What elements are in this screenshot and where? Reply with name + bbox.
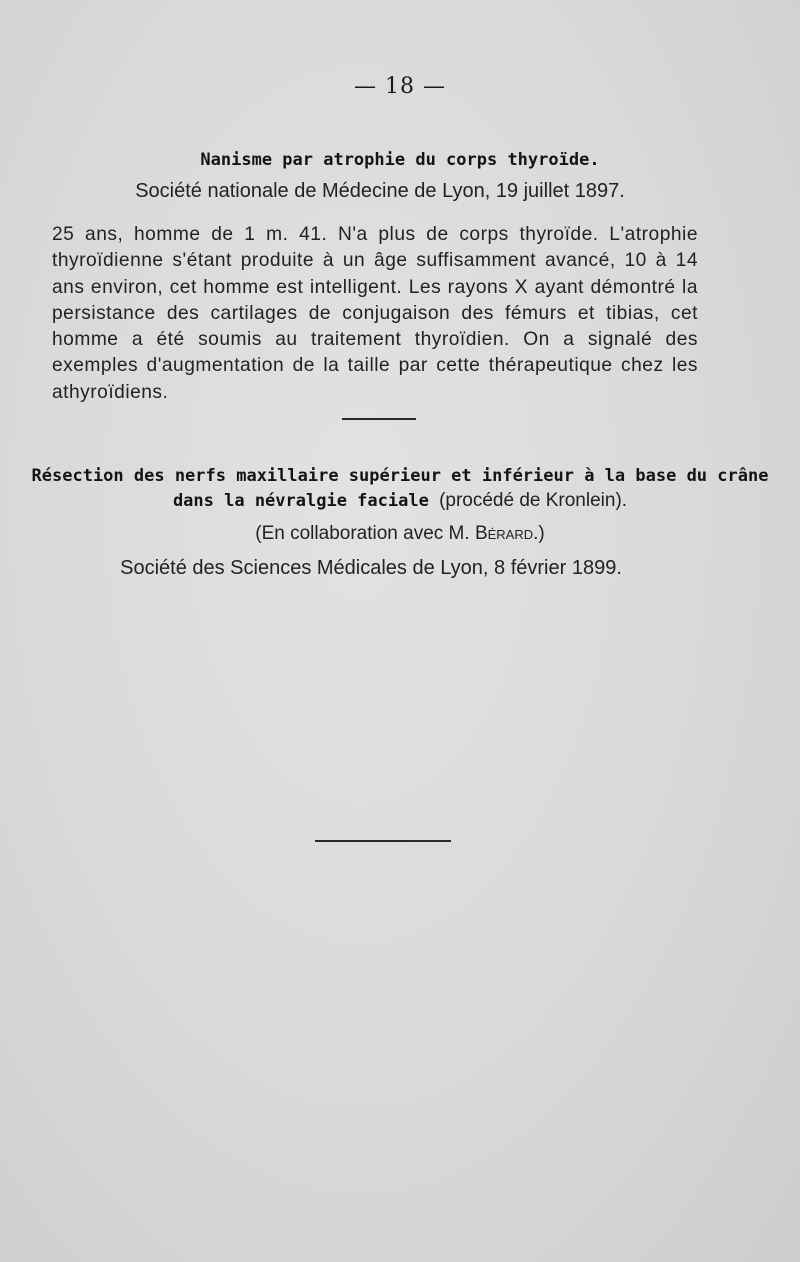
entry2-title-bold-part: dans la névralgie faciale	[172, 491, 429, 511]
collab-name: Bérard	[474, 523, 534, 544]
entry2-title-plain-part: (procédé de Kronlein).	[439, 490, 628, 511]
entry2-venue: Société des Sciences Médicales de Lyon, 8 février 1899.	[120, 557, 622, 579]
section-divider	[342, 418, 416, 420]
entry2-collaboration	[0, 523, 800, 545]
end-rule	[315, 840, 451, 842]
collab-suffix: .)	[533, 523, 545, 544]
entry1-venue: Société nationale de Médecine de Lyon, 19 juillet 1897.	[135, 180, 625, 202]
entry2-title-line2	[0, 490, 800, 512]
entry1-title: Nanisme par atrophie du corps thyroïde.	[200, 150, 600, 170]
collab-prefix: (En collaboration avec M.	[255, 523, 470, 544]
entry1-body: 25 ans, homme de 1 m. 41. N'a plus de corps thyroïde. L'atrophie thyroïdienne s'étant produite à un âge suffisamment avancé, 10 à 14 ans environ, cet homme est intelligent. Les rayons X ayant démontré la persistance des cartilages de conjugaison des fémurs et tibias, cet homme a été soumis au traitement thyroïdien. On a signalé des exemples d'augmentation de la taille par cette thérapeutique chez les athyroïdiens.	[52, 224, 698, 403]
page-number: — 18 —	[354, 74, 446, 99]
entry2-title-line1: Résection des nerfs maxillaire supérieur et inférieur à la base du crâne	[31, 466, 769, 486]
